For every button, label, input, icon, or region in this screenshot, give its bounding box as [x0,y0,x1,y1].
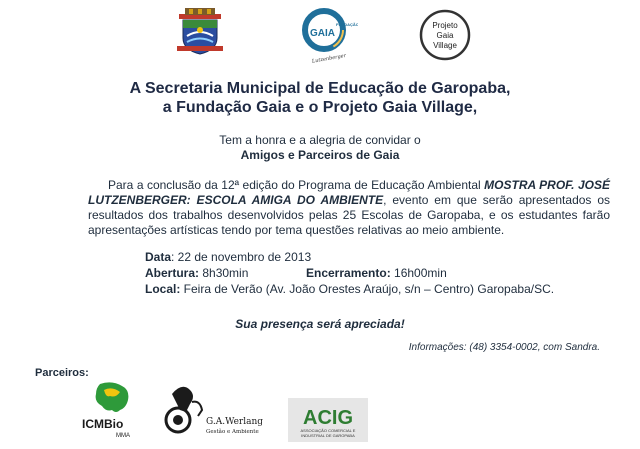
event-closing [306,265,447,281]
opening-value: 8h30min [199,266,249,280]
village-logo-line2: Gaia [436,31,454,40]
acig-logo [288,398,368,442]
werlang-sub: Gestão e Ambiente [206,429,259,435]
header-line-2: a Fundação Gaia e o Projeto Gaia Village, [162,99,478,116]
werlang-name: G.A.Werlang [206,417,264,427]
header-line-1: A Secretaria Municipal de Educação de Garopaba, [129,80,511,97]
invite-line-2: Amigos e Parceiros de Gaia [240,148,400,162]
gaia-foundation-word: FUNDAÇÃO [336,22,358,27]
acig-sub-1: ASSOCIAÇÃO COMERCIAL E [300,428,356,433]
village-logo-line1: Projeto [432,21,458,30]
date-label: Data [145,250,172,264]
icmbio-logo [82,380,144,440]
date-value: : 22 de novembro de 2013 [171,250,312,264]
event-date [145,249,311,265]
program-name: MOSTRA PROF. JOSÉ LUTZENBERGER: ESCOLA AMIGA DO AMBIENTE [88,178,610,207]
closing-value: 16h00min [390,266,447,280]
opening-label: Abertura: [145,266,200,280]
gaia-letters: GAIA [310,28,335,39]
village-logo-line3: Village [433,41,457,50]
garopaba-coat-of-arms-logo [177,8,223,56]
body-paragraph [88,178,610,238]
gaia-signature: Lutzenberger [311,52,347,65]
werlang-logo [162,382,272,438]
location-value: Feira de Verão (Av. João Orestes Araújo, s/n – Centro) Garopaba/SC. [180,282,555,296]
partners-label: Parceiros: [35,367,89,379]
closing-note: Sua presença será apreciada! [235,317,405,331]
body-intro: Para a conclusão da 12ª edição do Programa de Educação Ambiental [108,178,485,192]
event-location [145,281,554,297]
event-opening [145,265,248,281]
location-label: Local: [145,282,181,296]
fundacao-gaia-logo [298,8,358,66]
acig-sub-2: INDUSTRIAL DE GAROPABA [301,433,355,438]
icmbio-sub: MMA [116,433,130,439]
invite-line-1: Tem a honra e a alegria de convidar o [219,133,421,147]
closing-label: Encerramento: [306,266,391,280]
acig-name: ACIG [303,407,353,429]
icmbio-name: ICMBio [82,417,124,431]
projeto-gaia-village-logo [418,8,472,62]
body-rest: , evento em que serão apresentados os resultados dos trabalhos desenvolvidos pelas 25 Escolas de Garopaba, e os estudantes farão apresentações artísticas tendo por tema questões relativas ao meio ambiente. [88,193,610,237]
contact-info: Informações: (48) 3354-0002, com Sandra. [408,342,600,353]
